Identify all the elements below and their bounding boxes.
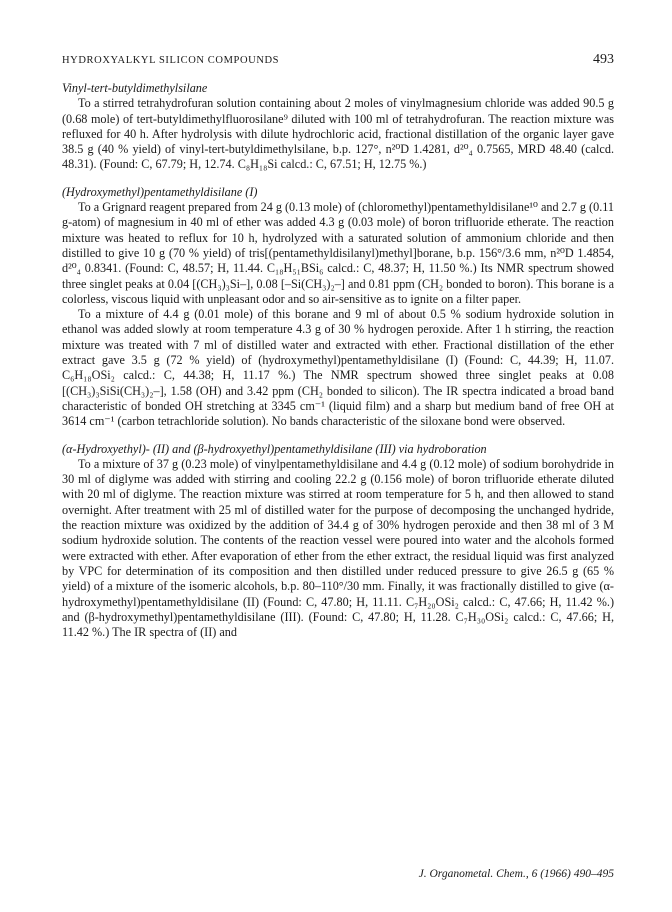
section-heading-hydroxymethyl: (Hydroxymethyl)pentamethyldisilane (I) (62, 184, 258, 199)
section-heading-hydroboration: (α-Hydroxyethyl)- (II) and (β-hydroxyethyl)pentamethyldisilane (III) via hydroboration (62, 441, 487, 456)
paragraph-hydroboration: To a mixture of 37 g (0.23 mole) of vinylpentamethyldisilane and 4.4 g (0.12 mole) of sodium borohydride in 30 ml of diglyme was added with stirring and cooling 22.2 g (0.156 mole) of boron trifluoride etherate diluted with 20 ml of diglyme. The reaction mixture was stirred at room temperature for 5 h, and then allowed to stand overnight. After treatment with 25 ml of distilled water for the purpose of decomposing the unchanged hydride, the reaction mixture was oxidized by the addition of 34.4 g of 30% hydrogen peroxide and then 38 ml of 3 M sodium hydroxide solution. The contents of the reaction vessel were poured into water and the alcohols formed were extracted with ether. After evaporation of ether from the ether extract, the residual liquid was first analyzed by VPC for determination of its composition and then distilled under reduced pressure to give 26.5 g (65 % yield) of a mixture of the isomeric alcohols, b.p. 80–110°/30 mm. Finally, it was fractionally distilled to give (α-hydroxymethyl)pentamethyldisilane (II) (Found: C, 47.80; H, 11.11. C₇H₂₀OSi₂ calcd.: C, 47.66; H, 11.42 %.) and (β-hydroxymethyl)pentamethyldisilane (III). (Found: C, 47.80; H, 11.28. C₇H₃₀OSi₂ calcd.: C, 47.66; H, 11.42 %.) The IR spectra of (II) and (62, 456, 614, 640)
article-body (62, 81, 614, 640)
page-header (62, 52, 614, 68)
section-heading-vinyl: Vinyl-tert-butyldimethylsilane (62, 81, 208, 95)
paragraph-vinyl: To a stirred tetrahydrofuran solution containing about 2 moles of vinylmagnesium chloride was added 90.5 g (0.68 mole) of tert-butyldimethylfluorosilane⁹ diluted with 100 ml of tetrahydrofuran. The reaction mixture was refluxed for 40 h. After hydrolysis with dilute hydrochloric acid, fractional distillation of the organic layer gave 38.5 g (40 % yield) of vinyl-tert-butyldimethylsilane, b.p. 127°, n²⁰D 1.4281, d²⁰₄ 0.7565, MRD 48.40 (calcd. 48.31). (Found: C, 67.79; H, 12.74. C₈H₁₈Si calcd.: C, 67.51; H, 12.75 %.) (62, 96, 614, 172)
paragraph-oxidation: To a mixture of 4.4 g (0.01 mole) of this borane and 9 ml of about 0.5 % sodium hydroxide solution in ethanol was added slowly at room temperature 4.3 g of 30 % hydrogen peroxide. After 1 h stirring, the reaction mixture was treated with 7 ml of distilled water and extracted with ether. Fractional distillation of the ether extract gave 3.5 g (72 % yield) of (hydroxymethyl)pentamethyldisilane (I) (Found: C, 44.39; H, 11.07. C₆H₁₈OSi₂ calcd.: C, 44.38; H, 11.17 %.) The NMR spectrum showed three singlet peaks at 0.08 [(CH₃)₃SiSi(CH₃)₂–], 1.58 (OH) and 3.42 ppm (CH₂ bonded to silicon). The IR spectra indicated a broad band characteristic of bonded OH stretching at 3345 cm⁻¹ (liquid film) and a sharp but medium band of free OH at 3614 cm⁻¹ (carbon tetrachloride solution). No bands characteristic of the siloxane bond were observed. (62, 307, 614, 429)
running-head: HYDROXYALKYL SILICON COMPOUNDS (62, 55, 280, 66)
page-number: 493 (593, 52, 614, 67)
paragraph-grignard: To a Grignard reagent prepared from 24 g (0.13 mole) of (chloromethyl)pentamethyldisilane¹⁰ and 2.7 g (0.11 g-atom) of magnesium in 40 ml of ether was added 4.3 g (0.03 mole) of boron trifluoride etherate. The reaction mixture was heated to reflux for 10 h, hydrolyzed with a saturated solution of ammonium chloride and then distilled to give 10 g (70 % yield) of tris[(pentamethyldisilanyl)methyl]borane, b.p. 156°/3.6 mm, n²⁰D 1.4854, d²⁰₄ 0.8341. (Found: C, 48.57; H, 11.44. C₁₈H₅₁BSi₆ calcd.: C, 48.37; H, 11.50 %.) Its NMR spectrum showed three singlet peaks at 0.04 [(CH₃)₃Si–], 0.08 [–Si(CH₃)₂–] and 0.81 ppm (CH₂ bonded to boron). This borane is a colorless, viscous liquid with unpleasant odor and so air-sensitive as to ignite on a filter paper. (62, 200, 614, 306)
journal-citation: J. Organometal. Chem., 6 (1966) 490–495 (418, 868, 614, 880)
